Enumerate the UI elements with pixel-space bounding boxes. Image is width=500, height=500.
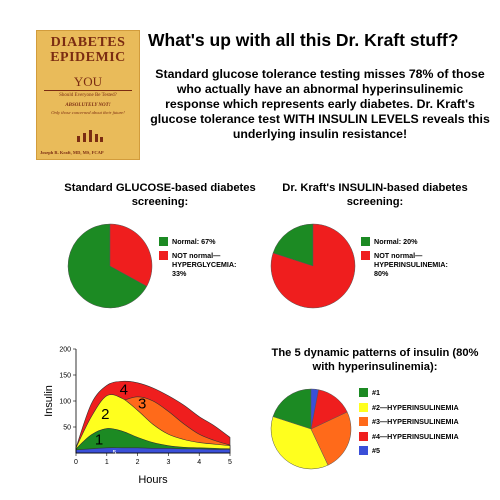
book-blurb: Only those concerned about their future! — [51, 110, 125, 115]
x-axis-label: Hours — [138, 474, 168, 486]
x-tick-label: 0 — [74, 459, 78, 466]
x-tick-label: 1 — [104, 459, 109, 466]
book-title-line2: EPIDEMIC — [50, 50, 126, 65]
patterns-legend-item — [359, 417, 479, 426]
legend-label: #1 — [372, 388, 380, 397]
x-tick-label: 4 — [197, 459, 202, 466]
legend-swatch — [359, 432, 368, 441]
legend-swatch — [359, 446, 368, 455]
legend-swatch — [359, 388, 368, 397]
y-tick-label: 50 — [63, 424, 71, 432]
curve-label-5: 5 — [112, 449, 117, 457]
insulin-legend-normal — [361, 237, 456, 246]
y-tick-label: 200 — [59, 346, 71, 354]
book-title-line3: YOU — [73, 74, 103, 89]
legend-label: Normal: 20% — [374, 237, 418, 246]
glucose-pie-chart — [66, 222, 154, 310]
insulin-curves-chart — [30, 335, 270, 485]
legend-label: #2—HYPERINSULINEMIA — [372, 402, 459, 412]
patterns-legend-item — [359, 388, 479, 397]
curve-label-2: 2 — [101, 406, 110, 423]
book-author: Joseph R. Kraft, MD, MS, FCAP — [40, 150, 104, 155]
patterns-pie-chart — [269, 387, 353, 471]
legend-label: #3—HYPERINSULINEMIA — [372, 417, 459, 426]
book-title-line1: DIABETES — [50, 35, 126, 50]
patterns-section-title: The 5 dynamic patterns of insulin (80% with hyperinsulinemia): — [271, 347, 479, 373]
book-cover — [36, 30, 140, 160]
curve-label-1: 1 — [94, 431, 104, 449]
legend-label: NOT normal—HYPERGLYCEMIA: 33% — [172, 251, 237, 278]
glucose-section-title: Standard GLUCOSE-based diabetes screening: — [64, 182, 256, 208]
book-bars-graphic — [76, 128, 104, 142]
glucose-legend-normal — [159, 237, 244, 246]
insulin-legend-abnormal — [361, 251, 456, 278]
insulin-section-title: Dr. Kraft's INSULIN-based diabetes screening: — [282, 182, 468, 208]
x-tick-label: 3 — [166, 459, 171, 466]
book-divider — [44, 90, 132, 91]
legend-swatch — [361, 251, 370, 260]
x-tick-label: 2 — [135, 459, 140, 466]
patterns-legend-item — [359, 432, 479, 441]
y-tick-label: 150 — [59, 372, 71, 380]
legend-label: NOT normal—HYPERINSULINEMIA: 80% — [374, 251, 448, 278]
legend-label: #5 — [372, 446, 380, 455]
legend-swatch — [159, 251, 168, 260]
page-headline: What's up with all this Dr. Kraft stuff? — [148, 30, 459, 50]
curve-label-3: 3 — [138, 395, 147, 413]
curve-label-4: 4 — [119, 381, 128, 399]
book-tagline: ABSOLUTELY NOT! — [65, 103, 111, 108]
intro-paragraph: Standard glucose tolerance testing misses 78% of those who actually have an abnormal hyperinsulinemic response which represents early diabetes. Dr. Kraft's glucose tolerance test WITH INSULIN LEVELS reveals this underlying insulin resistance! — [150, 67, 490, 141]
glucose-legend-abnormal — [159, 251, 244, 278]
y-axis-label: Insulin — [43, 385, 55, 417]
legend-label: #4—HYPERINSULINEMIA — [372, 431, 459, 441]
book-subtitle: Should Everyone Be Tested? — [59, 93, 117, 98]
y-tick-label: 100 — [59, 398, 71, 406]
patterns-legend-item — [359, 446, 479, 455]
x-tick-label: 5 — [228, 459, 232, 466]
legend-swatch — [159, 237, 168, 246]
legend-swatch — [361, 237, 370, 246]
legend-label: Normal: 67% — [172, 237, 216, 246]
insulin-pie-chart — [269, 222, 357, 310]
patterns-legend-item — [359, 403, 479, 412]
legend-swatch — [359, 403, 368, 412]
legend-swatch — [359, 417, 368, 426]
